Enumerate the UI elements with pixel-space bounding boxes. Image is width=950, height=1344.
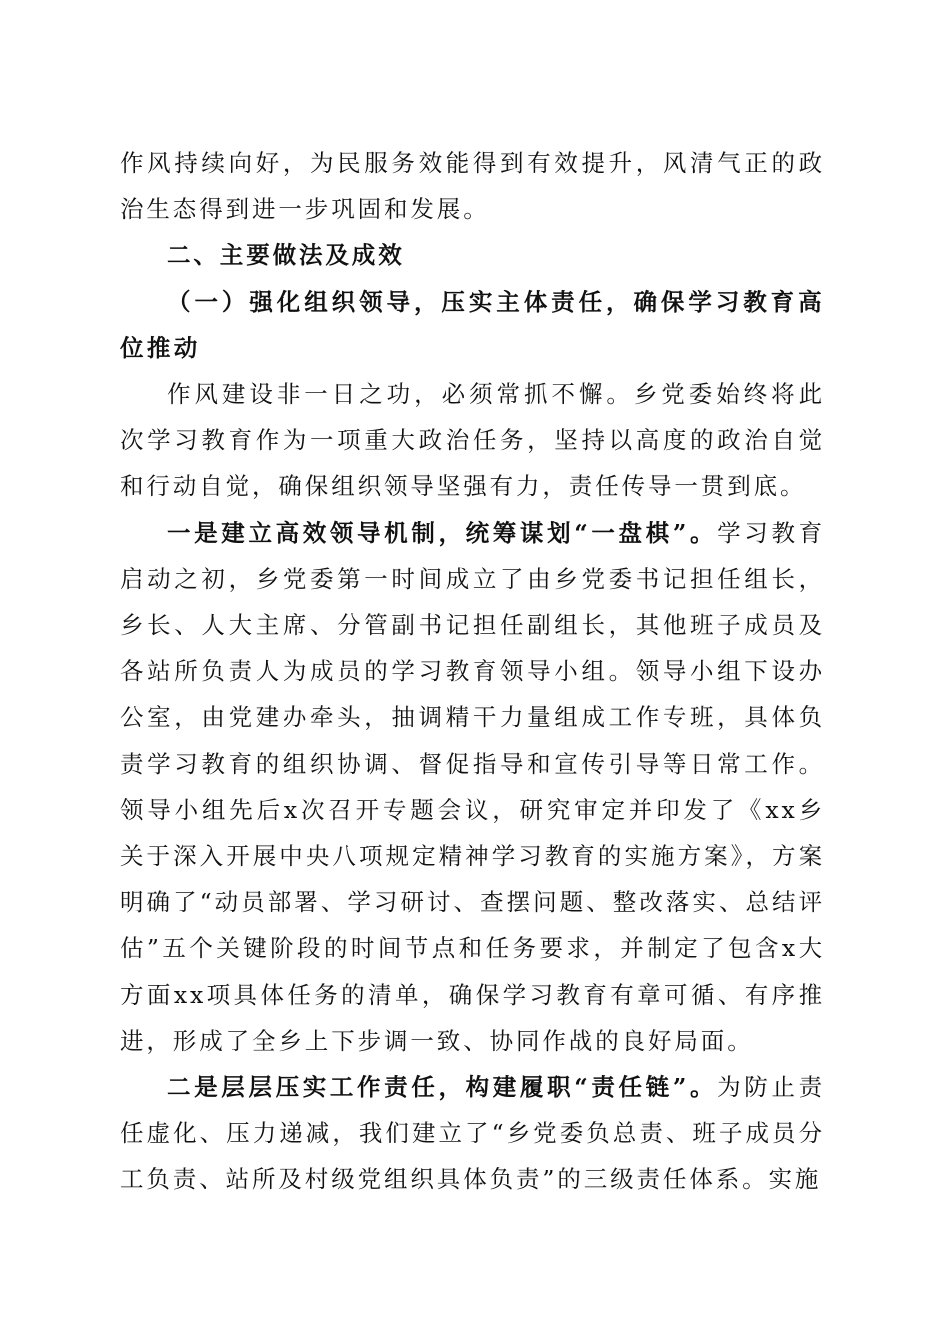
paragraph-body-text: 为防止责任虚化、压力递减，我们建立了“乡党委负总责、班子成员分工负责、站所及村级党组织具体负责”的三级责任体系。实施 <box>120 1073 826 1194</box>
body-paragraph: 作风建设非一日之功，必须常抓不懈。乡党委始终将此次学习教育作为一项重大政治任务，坚持以高度的政治自觉和行动自觉，确保组织领导坚强有力，责任传导一贯到底。 <box>120 380 825 501</box>
intro-paragraph-continuation: 作风持续向好，为民服务效能得到有效提升，风清气正的政治生态得到进一步巩固和发展。 <box>120 149 825 224</box>
paragraph-lead-sentence: 一是建立高效领导机制，统筹谋划“一盘棋”。 <box>167 518 718 547</box>
paragraph-lead-sentence: 二是层层压实工作责任，构建履职“责任链”。 <box>167 1073 718 1102</box>
document-body <box>120 140 825 1203</box>
body-paragraph-leadership-mechanism <box>120 510 825 1064</box>
body-paragraph-responsibility-chain <box>120 1064 825 1203</box>
paragraph-body-text: 学习教育启动之初，乡党委第一时间成立了由乡党委书记担任组长，乡长、人大主席、分管副书记担任副组长，其他班子成员及各站所负责人为成员的学习教育领导小组。领导小组下设办公室，由党建办牵头，抽调精干力量组成工作专班，具体负责学习教育的组织协调、督促指导和宣传引导等日常工作。领导小组先后x次召开专题会议，研究审定并印发了《xx乡关于深入开展中央八项规定精神学习教育的实施方案》，方案明确了“动员部署、学习研讨、查摆问题、整改落实、总结评估”五个关键阶段的时间节点和任务要求，并制定了包含x大方面xx项具体任务的清单，确保学习教育有章可循、有序推进，形成了全乡上下步调一致、协同作战的良好局面。 <box>120 518 826 1055</box>
section-heading: 二、主要做法及成效 <box>167 241 405 270</box>
subsection-heading: （一）强化组织领导，压实主体责任，确保学习教育高位推动 <box>120 287 825 362</box>
